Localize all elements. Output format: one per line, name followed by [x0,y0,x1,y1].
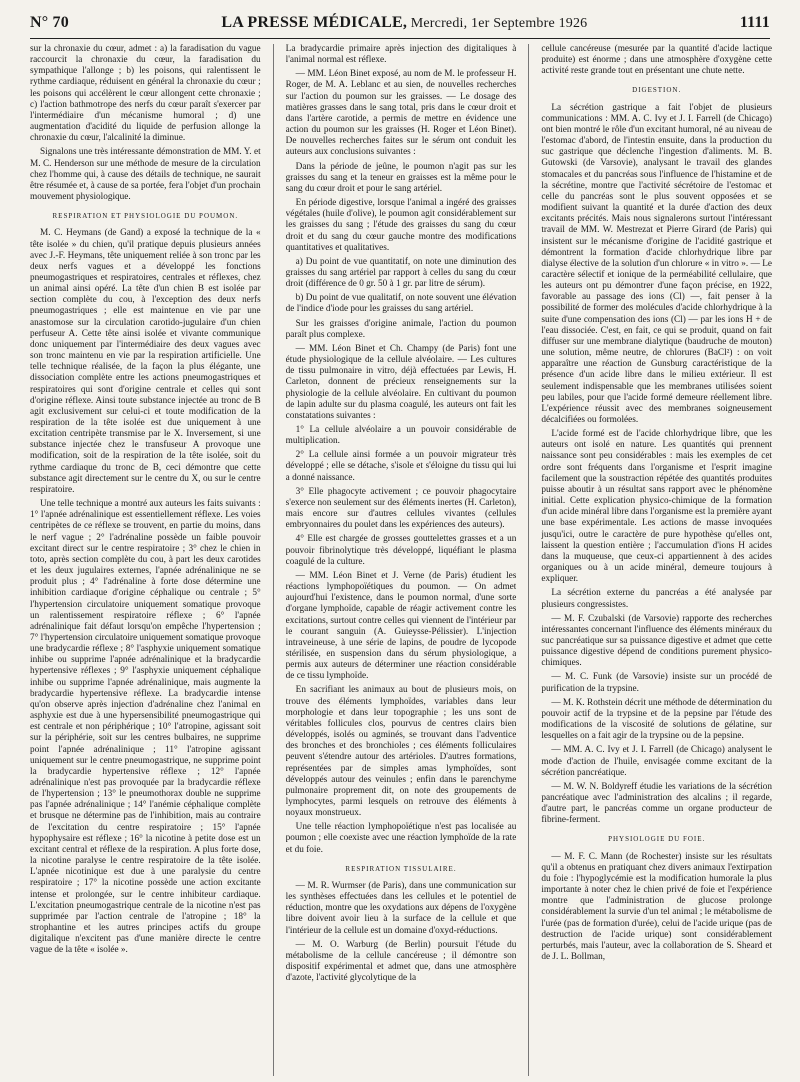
page-number: 1111 [739,14,770,31]
issue-number: N° 70 [30,14,69,31]
section-heading: PHYSIOLOGIE DU FOIE. [608,835,706,844]
paragraph: — M. C. Funk (de Varsovie) insiste sur un procédé de purification de la trypsine. [541,672,773,694]
paragraph: — M. F. Czubalski (de Varsovie) rapporte des recherches intéressantes concernant l'influence des éléments minéraux du suc pancréatique sur sa puissance digestive et admet que cette puissance digestive dépend de conditions purement physico-chimiques. [541,613,773,669]
paragraph: — MM. Léon Binet et J. Verne (de Paris) étudient les réactions lymphopoïétiques du poumon. — On admet aujourd'hui l'existence, dans le poumon normal, d'une sorte d'organe lymphoïde, capable de réagir activement contre les excitations, surtout contre celles qui viennent de l'intérieur par le courant sanguin (A. Guieysse-Pélissier). L'injection intraveineuse, à une série de lapins, de poudre de lycopode stérilisée, en suspension dans du sérum physiologique, a permis aux auteurs de déterminer une réaction considérable de ce tissu lymphoïde. [285,570,517,682]
paragraph: M. C. Heymans (de Gand) a exposé la technique de la « tête isolée » du chien, qu'il pratique depuis plusieurs années avec J.-F. Heymans, tête uniquement reliée à son tronc par les deux nerfs vagues et a développé les fonctions pneumogastriques et respiratoires, centrales et réflexes, chez un animal ainsi opéré. La tête d'un chien B est isolée par section complète du cou, à l'exception des deux nerfs pneumogastriques ; elle est maintenue en vie par une anastomose sur la circulation carotido-jugulaire d'un chien perfuseur A. Cette tête ainsi isolée et vivante communique donc uniquement par l'intermédiaire des deux vagues avec son tronc maintenu en vie par la respiration artificielle. Une telle technique réalisée, de la façon la plus élégante, une dissociation complète entre les actions pneumogastriques et respiratoires qui sont d'origine centrale et celles qui sont d'origine réflexe. Ainsi toute substance injectée au tronc de B agit exclusivement sur celui-ci et toute modification de la respiration de la tête isolée est due uniquement à une excitation centripète transmise par le X. Inversement, si une substance injectée chez le transfuseur A provoque une modification, soit de la respiration de la tête isolée, soit du rythme cardiaque du tronc de B, ceci démontre que cette substance agit directement sur le centre du X, ou sur le centre respiratoire. [30,228,261,495]
paragraph: 3° Elle phagocyte activement ; ce pouvoir phagocytaire s'exerce non seulement sur des éléments inertes (H. Carleton), mais encore sur d'autres cellules vivantes (cellules embryonnaires du poulet dans les expériences des auteurs). [285,486,517,531]
paragraph: Une telle réaction lymphopoïétique n'est pas localisée au poumon ; elle coexiste avec une réaction lymphoïde de la rate et du foie. [285,822,517,855]
paragraph: La sécrétion gastrique a fait l'objet de plusieurs communications : MM. A. C. Ivy et J. I. Farrell (de Chicago) ont bien montré le rôle d'un excitant humoral, né au niveau de l'estomac d'abord, de l'intestin ensuite, dans la production du suc gastrique que déclenche l'ingestion d'aliments. M. B. Gutowski (de Varsovie), analysant le travail des glandes stomacales et du pancréas sous l'influence de l'histamine et de la sécrétine, montre que l'activité sécrétoire de l'estomac et celle du pancréas sont le plus souvent opposées et se modifient suivant la quantité et la durée d'action des deux excitants précités. Mais nous signalerons surtout l'intéressant travail de MM. W. Mestrezat et Pierre Girard (de Paris) qui insistent sur le mécanisme d'origine de l'acidité gastrique et démontrent la formation d'acide chlorhydrique libre par dialyse élective de la solution d'un chlorure « in vitro ». — Le caractère sélectif et ionique de la perméabilité cellulaire, que les auteurs ont pu démontrer d'une façon précise, en 1922, favorable au passage des ions (Cl) —, fait penser à la possibilité de former des molécules d'acide chlorhydrique à la suite d'une compensation des ions (Cl) — par les ions H + de l'eau dissociée. C'est, en fait, ce qui se produit, quand on fait diffuser sur une membrane dialytique (baudruche de mouton) une solution, même neutre, de chlorures (BaCl²) : on voit apparaître une réaction de Gunsburg caractéristique de la présence d'un acide libre dans le milieu extérieur. Il est seulement indispensable que les membranes utilisées soient peu labiles, pour que l'acide formé demeure réellement libre. L'expérience réussit avec des membranes soigneusement décalcifiées ou formolées. [541,102,773,425]
paragraph: — M. F. C. Mann (de Rochester) insiste sur les résultats qu'il a obtenus en pratiquant chez divers animaux l'extirpation du foie : l'hypoglycémie est la modification humorale la plus importante à noter chez le chien privé de foie et l'expérience montre que l'administration de glucose prolonge considérablement la survie d'un tel animal ; le métabolisme de l'urée (pas de formation d'urée), celui de l'acide urique (pas de destruction de l'acide urique) sont considérablement perturbés, mais l'auteur, avec la collaboration de S. Sheard et de J. L. Bollman, [541,851,773,963]
paragraph: L'acide formé est de l'acide chlorhydrique libre, que les auteurs ont isolé en nature. Les quantités qui prennent naissance sont peu considérables : mais les exemples de cet ordre sont fréquents dans l'organisme et l'esprit imagine facilement que la soustraction répétée des quantités produites puisse aboutir à un résultat sans rapport avec le phénomène initial. Cette explication physico-chimique de la formation d'un acide minéral libre dans l'organisme est la première ayant une base expérimentale. Les actions de masse invoquées jusqu'ici, outre le caractère de pure hypothèse qu'elles ont, laissent la question entière ; l'accumulation d'ions H acides dans la muqueuse, que ceux-ci appartiennent à des acides organiques ou à un acide minéral, demeure toujours à expliquer. [541,429,773,585]
section-heading: RESPIRATION ET PHYSIOLOGIE DU POUMON. [52,212,239,221]
paragraph: sur la chronaxie du cœur, admet : a) la faradisation du vague raccourcit la chronaxie du cœur, la faradisation du sympathique l'allonge ; b) les poisons, qui ralentissent le rythme cardiaque, réduisent en général la chronaxie du cœur ; les poisons qui accélèrent le cœur allongent cette chronaxie ; c) l'action bathmotrope des nerfs du cœur paraît s'exercer par l'intermédiaire d'un mécanisme humoral ; d) une augmentation d'acidité du liquide de perfusion allonge la chronaxie du cœur, l'alcalinité la diminue. [30,44,261,144]
paragraph: — M. W. N. Boldyreff étudie les variations de la sécrétion pancréatique avec l'administration des alcalins ; il regarde, d'autre part, le pancréas comme un organe producteur de fibrine-ferment. [541,781,773,826]
paragraph: — MM. A. C. Ivy et J. I. Farrell (de Chicago) analysent le mode d'action de l'huile, envisagée comme excitant de la sécrétion pancréatique. [541,745,773,778]
column-1 [30,44,261,1076]
section-heading: RESPIRATION TISSULAIRE. [345,864,457,873]
paragraph: 2° La cellule ainsi formée a un pouvoir migrateur très développé ; elle se détache, s'isole et s'éloigne du tissu qui lui a donné naissance. [285,450,517,483]
issue-date: Mercredi, 1er Septembre 1926 [407,16,588,31]
paragraph: — M. O. Warburg (de Berlin) poursuit l'étude du métabolisme de la cellule cancéreuse ; il démontre son dispositif expérimental et admet que, dans une atmosphère d'azote, l'activité glycolytique de la [285,939,517,984]
paragraph: cellule cancéreuse (mesurée par la quantité d'acide lactique produite) est énorme ; dans une atmosphère d'oxygène cette activité reste grande tout en présentant une chute nette. [541,44,773,77]
paragraph: Une telle technique a montré aux auteurs les faits suivants : 1° l'apnée adrénalinique est essentiellement réflexe. Les voies centripètes de ce réflexe se trouvent, en partie du moins, dans le nerf vague ; 2° l'adrénaline possède un faible pouvoir excitant direct sur le centre respiratoire ; 3° chez le chien in toto, après section complète du cou, à part les deux carotides et les deux jugulaires externes, l'apnée adrénalinique ne se produit plus ; 4° l'adrénaline à forte dose détermine une inhibition cardiaque d'origine céphalique ou centrale ; 5° l'hypertension circulatoire uniquement somatique provoque un ralentissement respiratoire réflexe ; 6° l'apnée adrénalinique fait défaut lorsqu'on empêche l'hypertension ; 7° l'hypertension circulatoire uniquement somatique provoque une bradycardie réflexe ; 8° l'asphyxie uniquement somatique inhibe ou supprime l'apnée adrénalinique et la bradycardie hypertensive réflexes ; 9° l'asphyxie uniquement céphalique inhibe ou supprime l'apnée adrénalinique, mais augmente la bradycardie hypertensive réflexe. La bradycardie intense qu'on observe après injection d'adrénaline chez l'animal en asphyxie est due à une hypersensibilité pneumogastrique qui est centrale et non périphérique ; 10° l'atropine, agissant soit sur la périphérie, soit sur les centres bulbaires, ne supprime point l'apnée adrénalinique ; 11° l'atropine agissant uniquement sur le centre pneumogastrique, ne supprime point la bradycardie hypertensive réflexe ; 12° l'apnée adrénalinique n'est pas provoquée par la bradycardie réflexe de l'hypertension ; 13° le pneumothorax double ne supprime pas l'apnée adrénalinique ; 14° l'anémie céphalique complète et brusque ne détermine pas de l'inhibition, mais au contraire de l'excitation du centre respiratoire ; 15° l'apnée hypophysaire est réflexe ; 16° la nicotine à petite dose est un excitant central et réflexe de la respiration. A plus forte dose, la nicotine paralyse le centre respiratoire de la tête isolée. L'apnée nicotinique est due à une paralysie du centre respiratoire ; 17° la nicotine possède une action excitante intense et prolongée, sur le centre inhibiteur cardiaque. L'excitation pneumogastrique centrale de la nicotine n'est pas supprimée par l'action centrale de l'atropine ; 18° la strophantine et les autres principes actifs du groupe digitalique n'excitent pas d'une manière directe le centre vague de la tête « isolée ». [30,499,261,956]
paragraph: La sécrétion externe du pancréas a été analysée par plusieurs congressistes. [541,588,773,610]
journal-title: LA PRESSE MÉDICALE, [221,14,408,31]
paragraph: — M. K. Rothstein décrit une méthode de détermination du pouvoir actif de la trypsine et de la pepsine par l'étude des modifications de la viscosité de solutions de gélatine, sur lesquelles on a fait agir de la trypsine ou de la pepsine. [541,697,773,742]
column-3 [541,44,772,1076]
paragraph: En période digestive, lorsque l'animal a ingéré des graisses végétales (huile d'olive), le poumon agit considérablement sur les graisses du sang ; l'étude des graisses du sang du cœur droit et du sang du cœur gauche montre des modifications quantitatives et qualitatives. [285,198,517,253]
paragraph: La bradycardie primaire après injection des digitaliques à l'animal normal est réflexe. [285,44,517,66]
column-2 [286,44,517,1076]
column-rule [273,44,274,1076]
paragraph: — M. R. Wurmser (de Paris), dans une communication sur les synthèses effectuées dans les cellules et le potentiel de réduction, montre que les oxydations aux dépens de l'oxygène libre doivent avoir lieu à la surface de la cellule et que l'intérieur de la cellule est un domaine d'oxyd-réductions. [285,880,517,936]
paragraph: 1° La cellule alvéolaire a un pouvoir considérable de multiplication. [285,425,517,447]
paragraph: a) Du point de vue quantitatif, on note une diminution des graisses du sang artériel par rapport à celles du sang du cœur droit (différence de 0 gr. 50 à 1 gr. par litre de sérum). [285,256,517,290]
paragraph: Signalons une très intéressante démonstration de MM. Y. et M. C. Henderson sur une méthode de mesure de la circulation chez l'homme qui, à cause des détails de technique, ne saurait être résumée et, à cause de sa portée, fera l'objet d'un prochain mouvement physiologique. [30,147,261,203]
paragraph: Sur les graisses d'origine animale, l'action du poumon paraît plus complexe. [285,318,517,340]
page-header [30,14,770,39]
journal-masthead [221,14,587,32]
paragraph: Dans la période de jeûne, le poumon n'agit pas sur les graisses du sang et la teneur en graisses est la même pour le sang du cœur droit et pour le sang artériel. [285,161,517,194]
paragraph: — MM. Léon Binet et Ch. Champy (de Paris) font une étude physiologique de la cellule alvéolaire. — Les cultures de tissu pulmonaire in vitro, déjà effectuées par Lewis, H. Carleton, donnent de précieux renseignements sur la physiologie de la cellule alvéolaire. En cultivant du poumon de lapin adulte sur du plasma coagulé, les auteurs ont fait les constatations suivantes : [285,343,517,421]
section-heading: DIGESTION. [632,86,682,95]
paragraph: 4° Elle est chargée de grosses gouttelettes grasses et a un pouvoir fibrinolytique très développé, liquéfiant le plasma coagulé de la culture. [285,534,517,567]
column-rule [528,44,529,1076]
paragraph: En sacrifiant les animaux au bout de plusieurs mois, on trouve des éléments lymphoïdes, variables dans leur morphologie et dans leur topographie ; les uns sont de véritables follicules clos, pourvus de centres clairs bien développés, isolés ou agminés, se trouvant dans l'adventice des bronches et des bronchioles ; ces éléments folliculaires peuvent s'étendre autour des artérioles. D'autres formations, représentées par de simples amas lymphoïdes, sont développés autour des veinules ; enfin dans le parenchyme pulmonaire proprement dit, on note des groupements de lymphocytes, parmi lesquels on retrouve des éléments à noyaux monstrueux. [285,685,517,819]
paragraph: b) Du point de vue qualitatif, on note souvent une élévation de l'indice d'iode pour les graisses du sang artériel. [285,293,517,315]
article-columns [30,44,772,1076]
paragraph: — MM. Léon Binet exposé, au nom de M. le professeur H. Roger, de M. A. Leblanc et au sien, de nouvelles recherches sur l'action du poumon sur les graisses. — Le dosage des matières grasses dans le sang total, pris dans le cœur droit et dans l'artère carotide, a permis de mettre en évidence une action du poumon sur les graisses (H. Roger et Léon Binet). De nouvelles recherches faites sur le sérum ont conduit les auteurs aux conclusions suivantes : [285,69,517,158]
